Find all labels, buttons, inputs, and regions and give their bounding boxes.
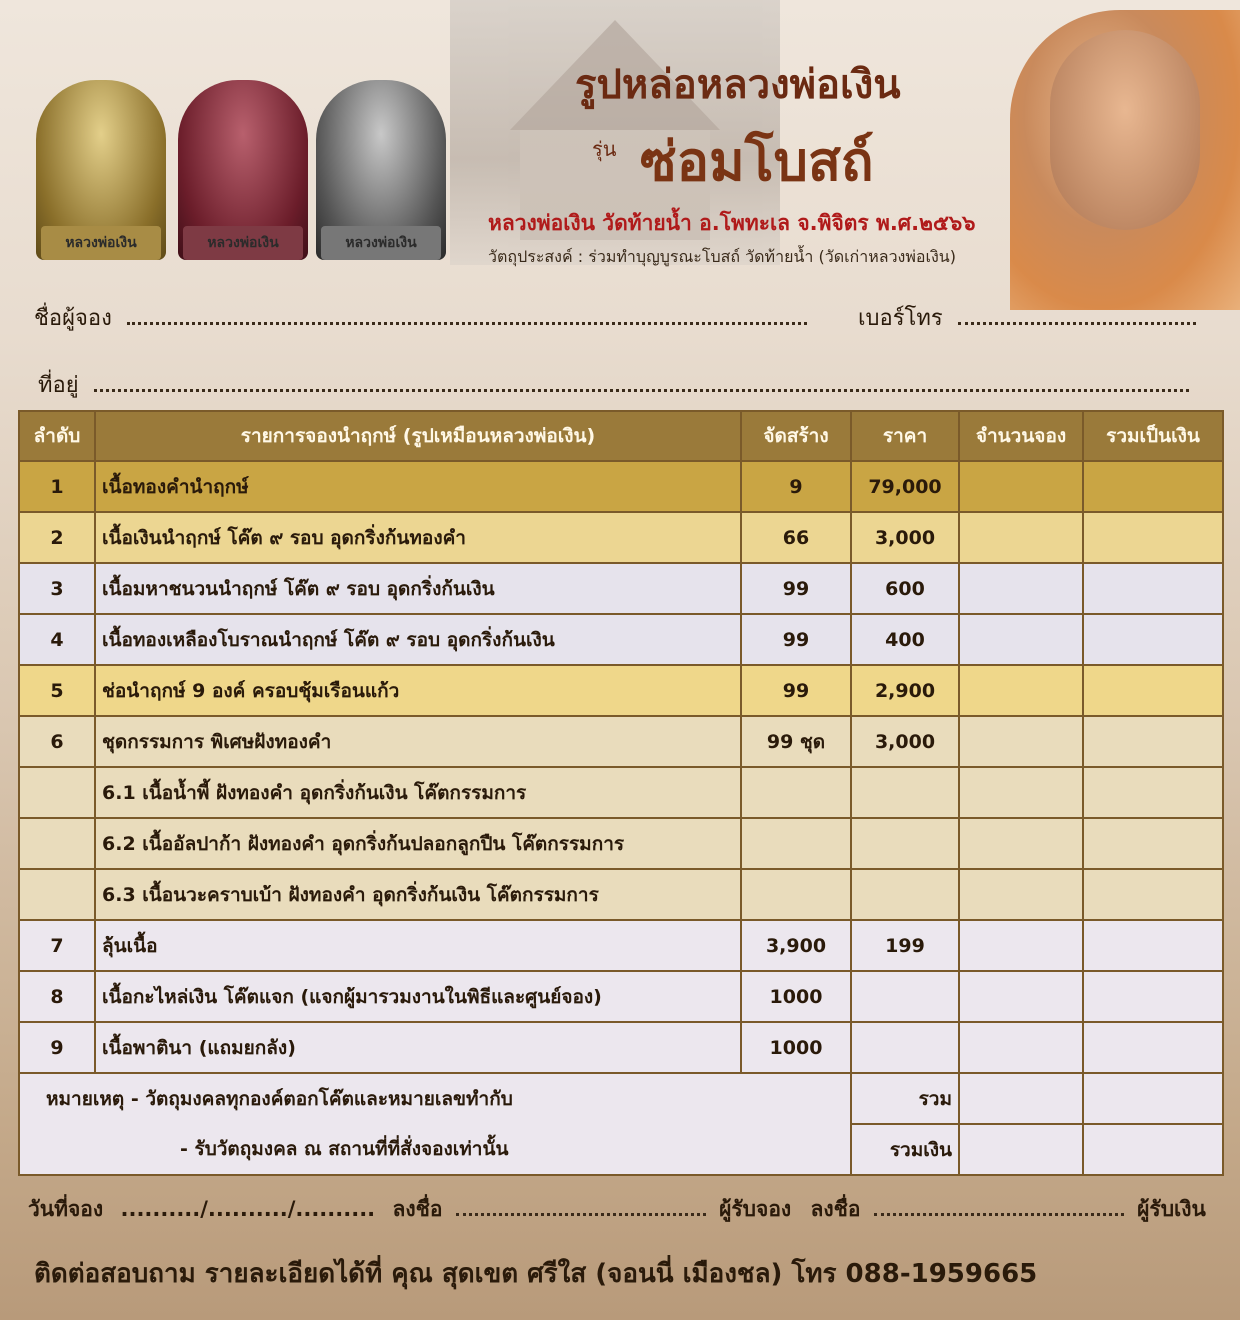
signature-row (28, 1193, 1206, 1226)
table-row (19, 512, 1223, 563)
row-item: เนื้อมหาชนวนนำฤกษ์ โค๊ต ๙ รอบ อุดกริ่งก้นเงิน (95, 563, 741, 614)
row-price: 3,000 (851, 512, 959, 563)
order-table (18, 410, 1224, 1176)
row-quantity-cell[interactable] (959, 920, 1083, 971)
note-line-1: หมายเหตุ - วัตถุมงคลทุกองค์ตอกโค๊ตและหมายเลขทำกับ (19, 1073, 851, 1124)
phone-field[interactable] (958, 308, 1196, 325)
row-made: 1000 (741, 1022, 851, 1073)
address-label: ที่อยู่ (38, 373, 79, 398)
row-no (19, 818, 95, 869)
total-money-cell[interactable] (1083, 1124, 1223, 1175)
row-quantity-cell[interactable] (959, 665, 1083, 716)
row-price: 2,900 (851, 665, 959, 716)
cashier-label: ผู้รับเงิน (1137, 1197, 1206, 1221)
row-item: เนื้อทองเหลืองโบราณนำฤกษ์ โค๊ต ๙ รอบ อุดกริ่งก้นเงิน (95, 614, 741, 665)
row-price (851, 971, 959, 1022)
table-row (19, 767, 1223, 818)
row-price: 79,000 (851, 461, 959, 512)
row-no: 6 (19, 716, 95, 767)
statue-label-red: หลวงพ่อเงิน (207, 235, 279, 251)
name-field[interactable] (127, 308, 807, 325)
header-total: รวมเป็นเงิน (1083, 411, 1223, 461)
row-price: 199 (851, 920, 959, 971)
table-header-row (19, 411, 1223, 461)
table-row (19, 614, 1223, 665)
row-total-cell[interactable] (1083, 971, 1223, 1022)
row-total-cell[interactable] (1083, 767, 1223, 818)
row-quantity-cell[interactable] (959, 614, 1083, 665)
row-no: 4 (19, 614, 95, 665)
table-row (19, 563, 1223, 614)
row-no (19, 767, 95, 818)
row-quantity-cell[interactable] (959, 563, 1083, 614)
header-price: ราคา (851, 411, 959, 461)
address-field[interactable] (94, 375, 1189, 392)
series-title: ซ่อมโบสถ์ (640, 130, 874, 193)
table-row (19, 461, 1223, 512)
row-made: 99 (741, 563, 851, 614)
statue-label-silver: หลวงพ่อเงิน (345, 235, 417, 251)
receiver-label: ผู้รับจอง (719, 1197, 792, 1221)
total-quantity-cell[interactable] (959, 1073, 1083, 1124)
table-row (19, 665, 1223, 716)
row-price (851, 767, 959, 818)
row-price: 400 (851, 614, 959, 665)
row-price (851, 818, 959, 869)
silver-statue-image (316, 80, 446, 260)
header-quantity: จำนวนจอง (959, 411, 1083, 461)
row-quantity-cell[interactable] (959, 716, 1083, 767)
contact-text: ติดต่อสอบถาม รายละเอียดได้ที่ คุณ สุดเขต ศรีใส (จอนนี่ เมืองชล) โทร 088-1959665 (34, 1259, 1038, 1289)
total-money-quantity-cell[interactable] (959, 1124, 1083, 1175)
name-field-row (34, 300, 807, 335)
statue-label-gold: หลวงพ่อเงิน (65, 235, 137, 251)
row-total-cell[interactable] (1083, 716, 1223, 767)
name-label: ชื่อผู้จอง (34, 306, 112, 331)
row-made: 99 (741, 614, 851, 665)
row-quantity-cell[interactable] (959, 971, 1083, 1022)
row-made (741, 869, 851, 920)
row-total-cell[interactable] (1083, 563, 1223, 614)
monk-portrait (1010, 10, 1240, 310)
phone-label: เบอร์โทร (858, 306, 943, 331)
sign-label-2: ลงชื่อ (810, 1197, 861, 1221)
row-item: 6.3 เนื้อนวะคราบเบ้า ฝังทองคำ อุดกริ่งก้นเงิน โค๊ตกรรมการ (95, 869, 741, 920)
purpose-text: วัตถุประสงค์ : ร่วมทำบุญบูรณะโบสถ์ วัดท้ายน้ำ (วัดเก่าหลวงพ่อเงิน) (488, 247, 956, 266)
row-made: 3,900 (741, 920, 851, 971)
row-no: 3 (19, 563, 95, 614)
row-item: เนื้อเงินนำฤกษ์ โค๊ต ๙ รอบ อุดกริ่งก้นทองคำ (95, 512, 741, 563)
row-total-cell[interactable] (1083, 614, 1223, 665)
row-price (851, 869, 959, 920)
row-no: 5 (19, 665, 95, 716)
row-total-cell[interactable] (1083, 1022, 1223, 1073)
total-row (19, 1073, 1223, 1124)
row-quantity-cell[interactable] (959, 818, 1083, 869)
total-money-row (19, 1124, 1223, 1175)
table-row (19, 818, 1223, 869)
phone-field-row (858, 300, 1196, 335)
header-no: ลำดับ (19, 411, 95, 461)
row-quantity-cell[interactable] (959, 461, 1083, 512)
table-row (19, 971, 1223, 1022)
red-statue-image (178, 80, 308, 260)
page-title: รูปหล่อหลวงพ่อเงิน (575, 62, 901, 108)
note-line-2: - รับวัตถุมงคล ณ สถานที่ที่สั่งจองเท่านั้น (19, 1124, 851, 1175)
row-made: 9 (741, 461, 851, 512)
row-quantity-cell[interactable] (959, 767, 1083, 818)
row-item: ลุ้นเนื้อ (95, 920, 741, 971)
gold-statue-image (36, 80, 166, 260)
total-money-label: รวมเงิน (851, 1124, 959, 1175)
row-price: 600 (851, 563, 959, 614)
row-quantity-cell[interactable] (959, 869, 1083, 920)
subtitle: หลวงพ่อเงิน วัดท้ายน้ำ อ.โพทะเล จ.พิจิตร พ.ศ.๒๕๖๖ (488, 211, 976, 235)
row-no: 7 (19, 920, 95, 971)
row-no: 8 (19, 971, 95, 1022)
row-no: 1 (19, 461, 95, 512)
table-row (19, 869, 1223, 920)
total-sum-cell[interactable] (1083, 1073, 1223, 1124)
booking-date-field[interactable]: ........../........../.......... (120, 1197, 376, 1221)
row-quantity-cell[interactable] (959, 1022, 1083, 1073)
cashier-signature-field[interactable] (874, 1199, 1124, 1216)
booking-date-label: วันที่จอง (28, 1197, 104, 1221)
table-row (19, 1022, 1223, 1073)
row-made (741, 818, 851, 869)
table-row (19, 716, 1223, 767)
row-total-cell[interactable] (1083, 461, 1223, 512)
header-banner (0, 0, 1240, 300)
row-price: 3,000 (851, 716, 959, 767)
address-field-row (38, 367, 1189, 402)
row-item: เนื้อทองคำนำฤกษ์ (95, 461, 741, 512)
row-total-cell[interactable] (1083, 920, 1223, 971)
receiver-signature-field[interactable] (456, 1199, 706, 1216)
row-total-cell[interactable] (1083, 665, 1223, 716)
row-total-cell[interactable] (1083, 818, 1223, 869)
row-quantity-cell[interactable] (959, 512, 1083, 563)
row-no (19, 869, 95, 920)
row-made: 1000 (741, 971, 851, 1022)
table-row (19, 920, 1223, 971)
row-item: 6.1 เนื้อน้ำพี้ ฝังทองคำ อุดกริ่งก้นเงิน โค๊ตกรรมการ (95, 767, 741, 818)
header-item: รายการจองนำฤกษ์ (รูปเหมือนหลวงพ่อเงิน) (95, 411, 741, 461)
row-total-cell[interactable] (1083, 512, 1223, 563)
row-made: 99 ชุด (741, 716, 851, 767)
total-label: รวม (851, 1073, 959, 1124)
row-no: 9 (19, 1022, 95, 1073)
row-item: 6.2 เนื้ออัลปาก้า ฝังทองคำ อุดกริ่งก้นปลอกลูกปืน โค๊ตกรรมการ (95, 818, 741, 869)
sign-label: ลงชื่อ (392, 1197, 443, 1221)
row-made: 99 (741, 665, 851, 716)
row-total-cell[interactable] (1083, 869, 1223, 920)
row-no: 2 (19, 512, 95, 563)
row-item: เนื้อพาตินา (แถมยกลัง) (95, 1022, 741, 1073)
row-price (851, 1022, 959, 1073)
row-made: 66 (741, 512, 851, 563)
row-item: ชุดกรรมการ พิเศษฝังทองคำ (95, 716, 741, 767)
row-made (741, 767, 851, 818)
header-made: จัดสร้าง (741, 411, 851, 461)
series-prefix: รุ่น (592, 137, 617, 161)
row-item: ช่อนำฤกษ์ 9 องค์ ครอบชุ้มเรือนแก้ว (95, 665, 741, 716)
row-item: เนื้อกะไหล่เงิน โค๊ตแจก (แจกผู้มารวมงานในพิธีและศูนย์จอง) (95, 971, 741, 1022)
